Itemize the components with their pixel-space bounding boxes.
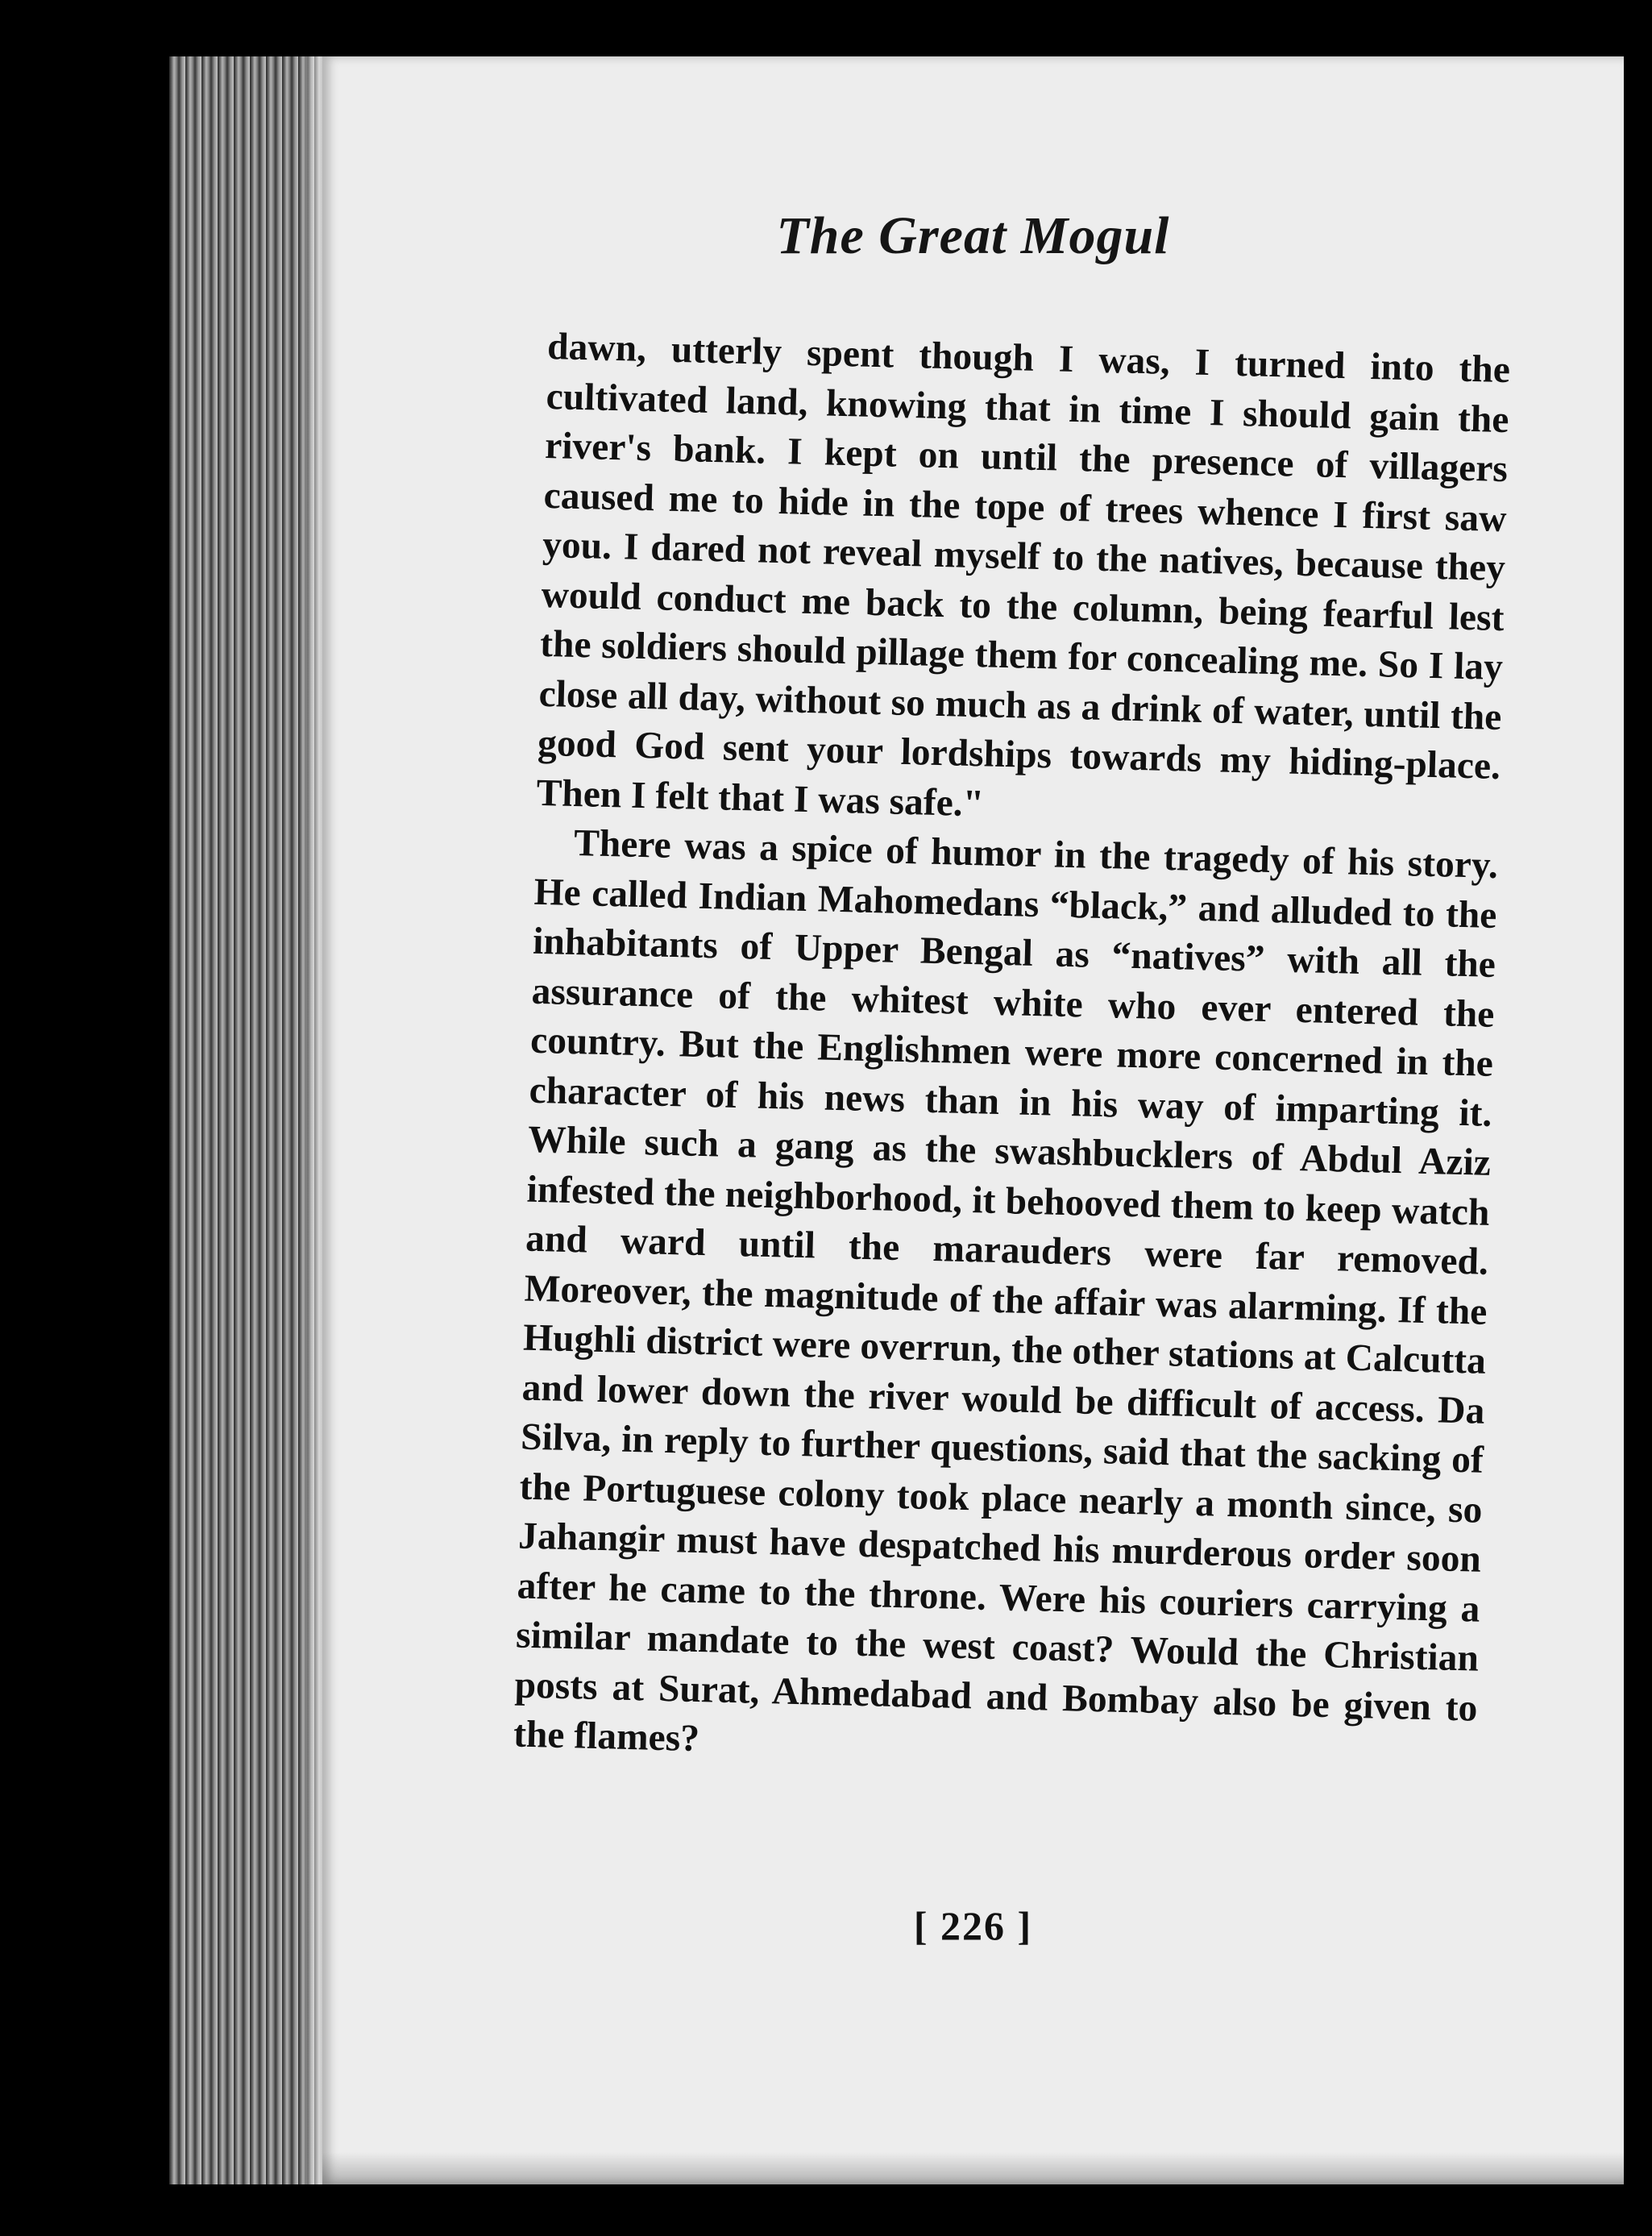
book-page-edges [169,56,330,2184]
body-text [513,322,1510,1783]
paragraph-1: dawn, utterly spent though I was, I turned into the cultivated land, knowing that in time I should gain the river's bank. I kept on until the presence of villagers caused me to hide in the tope of trees whence I first saw you. I dared not reveal myself to the natives, because they would conduct me back to the column, being fearful lest the soldiers should pillage them for concealing me. So I lay close all day, without so much as a drink of water, until the good God sent your lordships towards my hiding-place. Then I felt that I was safe." [536,325,1511,825]
paragraph-2: There was a spice of humor in the tragedy of his story. He called Indian Mahomedans “black,” and alluded to the inhabitants of Upper Bengal as “natives” with all the assurance of the whitest white who ever entered the country. But the Englishmen were more concerned in the character of his news than in his way of imparting it. While such a gang as the swashbucklers of Abdul Aziz infested the neighborhood, it behooved them to keep watch and ward until the marauders were far removed. Moreover, the magnitude of the affair was alarming. If the Hughli district were overrun, the other stations at Calcutta and lower down the river would be difficult of access. Da Silva, in reply to further questions, said that the sacking of the Portuguese colony took place nearly a month since, so Jahangir must have despatched his murderous order soon after he came to the throne. Were his couriers carrying a similar mandate to the west coast? Would the Christian posts at Surat, Ahmedabad and Bombay also be given to the flames? [513,821,1499,1760]
page-number: [ 226 ] [913,1903,1033,1948]
book-page [322,56,1624,2184]
running-title: The Great Mogul [776,206,1170,265]
page-bottom-shadow [322,2152,1624,2184]
